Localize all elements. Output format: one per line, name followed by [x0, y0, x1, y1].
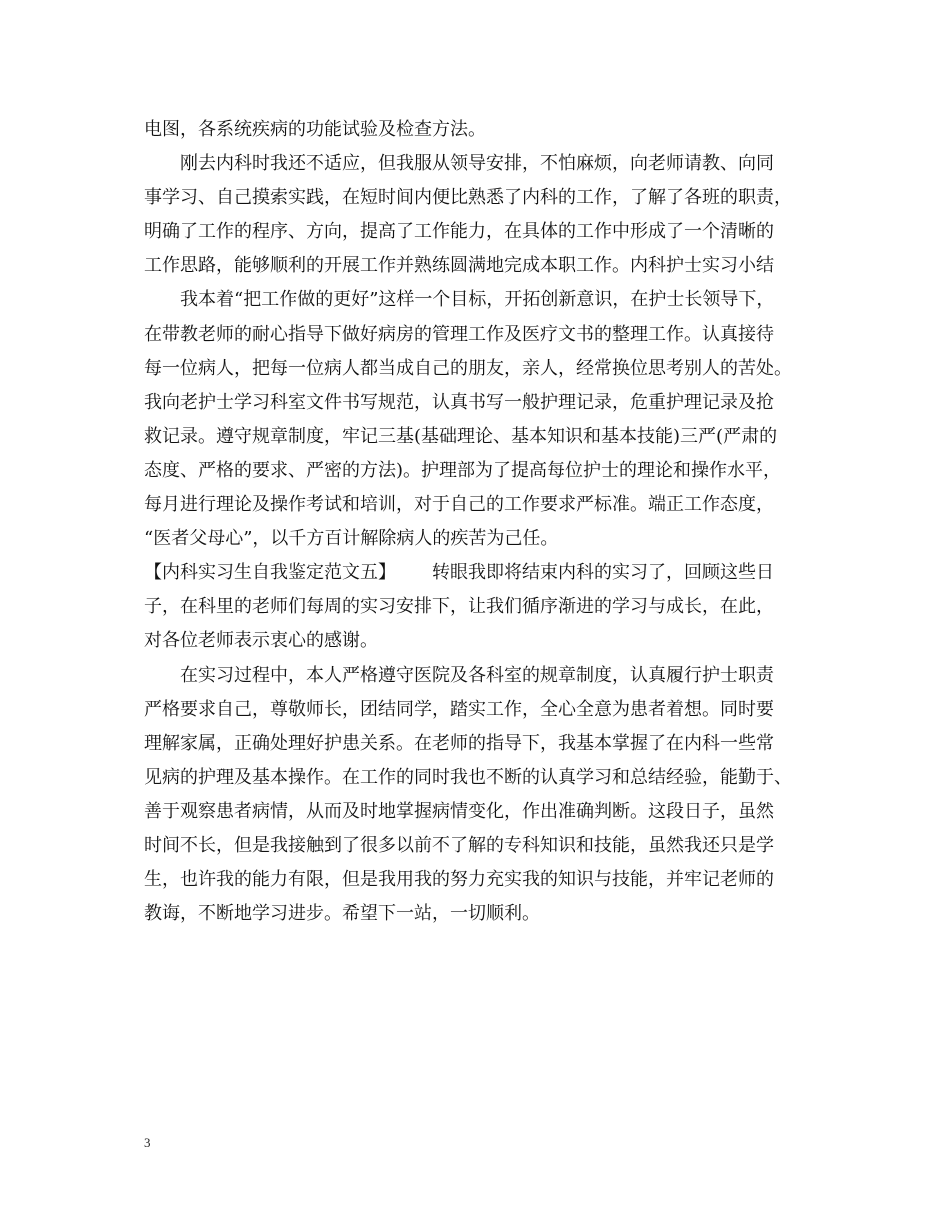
- body-line: 我向老护士学习科室文件书写规范，认真书写一般护理记录，危重护理记录及抢: [144, 391, 774, 413]
- paragraph-first-line: 我本着“把工作做的更好”这样一个目标，开拓创新意识，在护士长领导下，: [180, 289, 775, 311]
- body-line: 理解家属，正确处理好护患关系。在老师的指导下，我基本掌握了在内科一些常: [144, 732, 774, 754]
- body-line: 对各位老师表示衷心的感谢。: [144, 630, 378, 652]
- section-heading-line: [144, 556, 824, 590]
- body-line: 在带教老师的耐心指导下做好病房的管理工作及医疗文书的整理工作。认真接待: [144, 323, 774, 345]
- body-line: 生，也许我的能力有限，但是我用我的努力充实我的知识与技能，并牢记老师的: [144, 869, 774, 891]
- body-line: 每一位病人，把每一位病人都当成自己的朋友，亲人，经常换位思考别人的苦处。: [144, 357, 792, 379]
- body-line: 事学习、自己摸索实践，在短时间内便比熟悉了内科的工作，了解了各班的职责，: [144, 187, 792, 209]
- body-line: 态度、严格的要求、严密的方法)。护理部为了提高每位护士的理论和操作水平，: [144, 459, 782, 481]
- body-line: 子，在科里的老师们每周的实习安排下，让我们循序渐进的学习与成长，在此，: [144, 596, 774, 618]
- body-line: 善于观察患者病情，从而及时地掌握病情变化，作出准确判断。这段日子，虽然: [144, 800, 774, 822]
- section-first-line: 转眼我即将结束内科的实习了，回顾这些日: [432, 562, 774, 584]
- body-line: 电图，各系统疾病的功能试验及检查方法。: [144, 119, 486, 140]
- body-line: 明确了工作的程序、方向，提高了工作能力，在具体的工作中形成了一个清晰的: [144, 221, 774, 243]
- paragraph-first-line: 刚去内科时我还不适应，但我服从领导安排，不怕麻烦，向老师请教、向同: [180, 153, 774, 175]
- body-line: 时间不长，但是我接触到了很多以前不了解的专科知识和技能，虽然我还只是学: [144, 834, 774, 856]
- body-line: 严格要求自己，尊敬师长，团结同学，踏实工作，全心全意为患者着想。同时要: [144, 698, 774, 720]
- body-line: 救记录。遵守规章制度，牢记三基(基础理论、基本知识和基本技能)三严(严肃的: [144, 425, 778, 447]
- body-line: 见病的护理及基本操作。在工作的同时我也不断的认真学习和总结经验，能勤于、: [144, 766, 792, 788]
- body-line: 工作思路，能够顺利的开展工作并熟练圆满地完成本职工作。内科护士实习小结: [144, 255, 774, 277]
- paragraph-first-line: 在实习过程中，本人严格遵守医院及各科室的规章制度，认真履行护士职责: [180, 664, 774, 686]
- body-line: 教诲，不断地学习进步。希望下一站，一切顺利。: [144, 903, 540, 925]
- body-line: “医者父母心”，以千方百计解除病人的疾苦为己任。: [144, 528, 559, 550]
- document-body: [144, 113, 824, 931]
- body-line: 每月进行理论及操作考试和培训，对于自己的工作要求严标准。端正工作态度，: [144, 494, 774, 516]
- page-number: 3: [144, 1135, 151, 1150]
- section-heading: 【内科实习生自我鉴定范文五】: [144, 562, 396, 584]
